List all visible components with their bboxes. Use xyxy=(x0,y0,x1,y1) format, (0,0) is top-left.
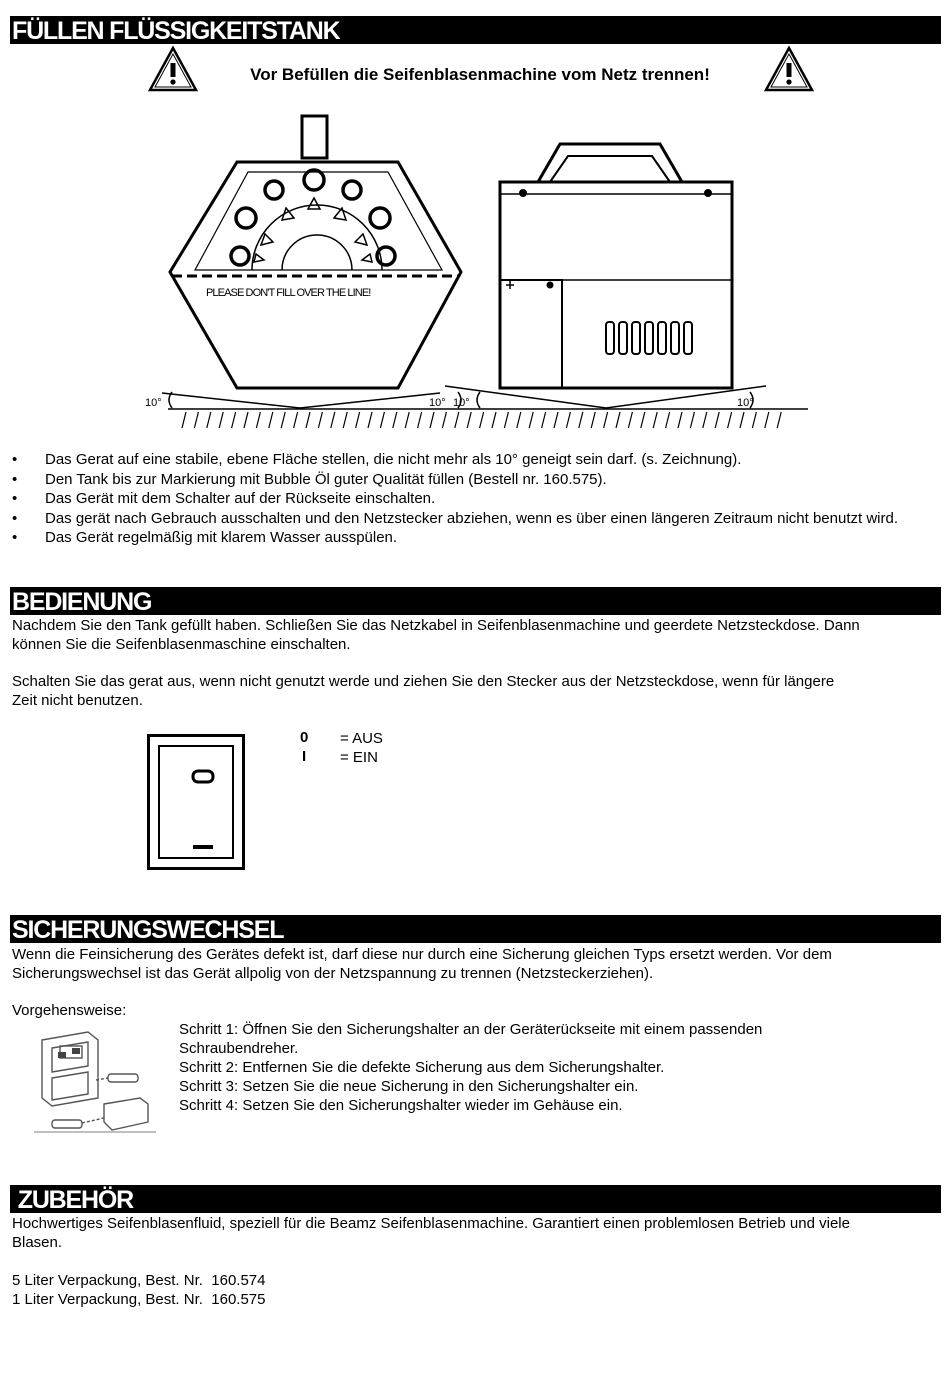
angle-label: 10° xyxy=(429,397,446,409)
accessories-paragraph: Hochwertiges Seifenblasenfluid, speziell für die Beamz Seifenblasenmachine. Garantiert einen problemlosen Betrieb und viele xyxy=(12,1215,850,1232)
operation-paragraph-1: Nachdem Sie den Tank gefüllt haben. Schließen Sie das Netzkabel in Seifenblasenmachine und geerdete Netzsteckdose. Dann xyxy=(12,617,860,634)
procedure-label: Vorgehensweise: xyxy=(12,1002,127,1019)
fuse-step: Schraubendreher. xyxy=(179,1040,299,1057)
warning-text: Vor Befüllen die Seifenblasenmachine vom Netz trennen! xyxy=(250,65,710,84)
machine-side-view xyxy=(500,144,732,388)
section-title-accessories: ZUBEHÖR xyxy=(10,1185,941,1213)
section-title-operation: BEDIENUNG xyxy=(10,587,941,615)
angle-label: 10° xyxy=(453,397,470,409)
angle-label: 10° xyxy=(737,397,754,409)
power-switch-illustration xyxy=(147,734,245,870)
accessory-item: 5 Liter Verpackung, Best. Nr. 160.574 xyxy=(12,1272,266,1289)
operation-paragraph-2: Schalten Sie das gerat aus, wenn nicht genutzt werde und ziehen Sie den Stecker aus der Netzsteckdose, wenn für längere xyxy=(12,673,835,690)
fuse-step: Schritt 3: Setzen Sie die neue Sicherung in den Sicherungshalter ein. xyxy=(179,1078,639,1095)
angle-label: 10° xyxy=(145,397,162,409)
list-item: • Das gerät nach Gebrauch ausschalten und den Netzstecker abziehen, wenn es über einen längeren Zeitraum nicht benutzt wird. xyxy=(12,509,942,529)
fuse-holder-illustration xyxy=(30,1026,160,1138)
accessories-paragraph-cont: Blasen. xyxy=(12,1234,63,1251)
section-title-fill: FÜLLEN FLÜSSIGKEITSTANK xyxy=(10,16,941,44)
accessory-item: 1 Liter Verpackung, Best. Nr. 160.575 xyxy=(12,1291,266,1308)
fuse-step: Schritt 1: Öffnen Sie den Sicherungshalter an der Geräterückseite mit einem passenden xyxy=(179,1021,763,1038)
fuse-paragraph-cont: Sicherungswechsel ist das Gerät allpolig von der Netzspannung zu trennen (Netzsteckerziehen). xyxy=(12,965,654,982)
section-title-fuse: SICHERUNGSWECHSEL xyxy=(10,915,941,943)
fuse-paragraph: Wenn die Feinsicherung des Gerätes defekt ist, darf diese nur durch eine Sicherung gleichen Typs ersetzt werden. Vor dem xyxy=(12,946,832,963)
operation-paragraph-2-cont: Zeit nicht benutzen. xyxy=(12,692,143,709)
switch-symbols-icon xyxy=(190,767,220,867)
switch-symbol-on: I xyxy=(302,748,307,765)
warning-icon-right xyxy=(764,46,814,92)
list-item: • Das Gerät mit dem Schalter auf der Rückseite einschalten. xyxy=(12,489,942,509)
switch-meaning-off: = AUS xyxy=(340,730,383,747)
switch-meaning-on: = EIN xyxy=(340,749,378,766)
list-item: • Den Tank bis zur Markierung mit Bubble Öl guter Qualität füllen (Bestell nr. 160.575). xyxy=(12,470,942,490)
operation-paragraph-1-cont: können Sie die Seifenblasenmaschine einschalten. xyxy=(12,636,351,653)
bubble-machine-illustration xyxy=(140,110,820,435)
list-item: • Das Gerat auf eine stabile, ebene Fläche stellen, die nicht mehr als 10° geneigt sein darf. (s. Zeichnung). xyxy=(12,450,942,470)
machine-front-view xyxy=(170,116,461,388)
switch-symbol-off: 0 xyxy=(300,729,309,746)
fuse-step: Schritt 2: Entfernen Sie die defekte Sicherung aus dem Sicherungshalter. xyxy=(179,1059,665,1076)
fill-line-label: PLEASE DON'T FILL OVER THE LINE! xyxy=(206,287,371,299)
list-item: • Das Gerät regelmäßig mit klarem Wasser ausspülen. xyxy=(12,528,942,548)
fill-instructions-list xyxy=(12,450,942,548)
fuse-step: Schritt 4: Setzen Sie den Sicherungshalter wieder im Gehäuse ein. xyxy=(179,1097,623,1114)
ground-hatching xyxy=(182,412,781,428)
